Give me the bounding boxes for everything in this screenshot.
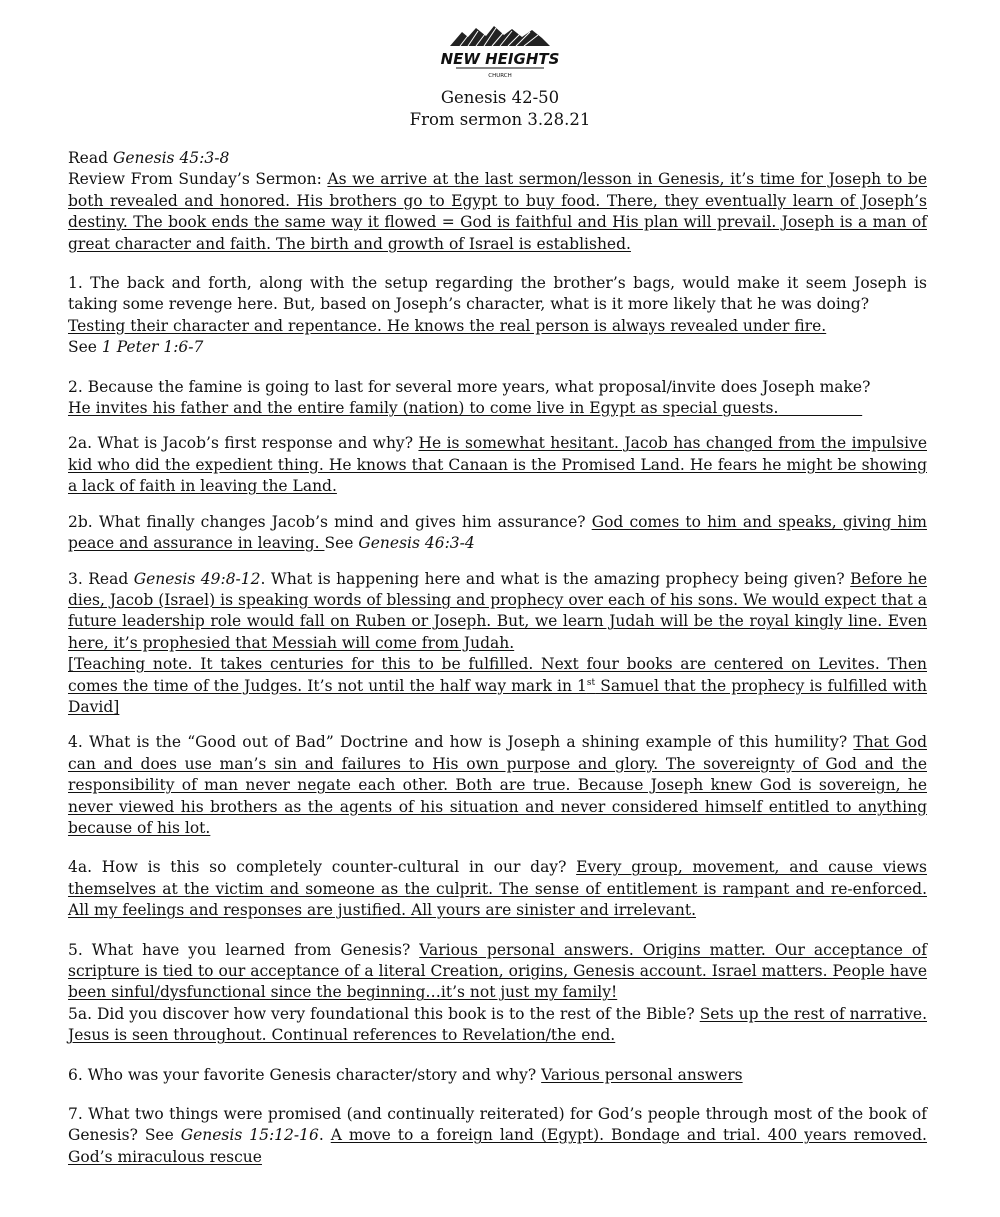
question-4 bbox=[68, 732, 927, 839]
see-label: See bbox=[324, 534, 359, 553]
question-text: 2. Because the famine is going to last for several more years, what proposal/invite does Joseph make? bbox=[68, 377, 871, 396]
answer-text: God comes to him and speaks, giving him peace and assurance in leaving. bbox=[68, 512, 928, 553]
question-text: . What is happening here and what is the amazing prophecy being given? bbox=[260, 569, 851, 588]
answer-text: Every group, movement, and cause views themselves at the victim and someone as the culprit. The sense of entitlement is rampant and re-enforced. All my feelings and responses are justified. All yours are sinister and irrelevant. bbox=[68, 858, 927, 920]
answer-text: Various personal answers bbox=[541, 1065, 743, 1084]
answer-text: He is somewhat hesitant. Jacob has changed from the impulsive kid who did the expedient thing. He knows that Canaan is the Promised Land. He fears he might be showing a lack of faith in leaving the Land. bbox=[68, 434, 927, 496]
question-4a bbox=[68, 857, 927, 921]
scripture-reference: Genesis 46:3-4 bbox=[358, 534, 475, 553]
question-text: 2b. What finally changes Jacob’s mind and gives him assurance? bbox=[68, 512, 592, 531]
question-text: 6. Who was your favorite Genesis character/story and why? bbox=[68, 1065, 542, 1084]
separator: . bbox=[318, 1126, 331, 1145]
answer-text: Various personal answers. Origins matter. Our acceptance of scripture is tied to our acceptance of a literal Creation, origins, Genesis account. Israel matters. People have been sinful/dysfunctional since the beginning…it’s not just my family! bbox=[68, 940, 927, 1002]
mountain-logo-icon bbox=[440, 24, 560, 86]
question-text: 1. The back and forth, along with the setup regarding the brother’s bags, would make it seem Joseph is taking some revenge here. But, based on Joseph’s character, what is it more likely that he was doing? bbox=[68, 274, 927, 314]
question-text: 4. What is the “Good out of Bad” Doctrine and how is Joseph a shining example of this humility? bbox=[68, 733, 854, 752]
question-text: 4a. How is this so completely counter-cultural in our day? bbox=[68, 858, 577, 877]
teaching-note bbox=[68, 654, 927, 718]
note-text: [Teaching note. It takes centuries for this to be fulfilled. Next four books are centered on Levites. Then comes the time of the Judges. It’s not until the half way mark in 1 bbox=[68, 655, 927, 695]
study-content bbox=[68, 148, 927, 1168]
intro-review bbox=[68, 169, 927, 255]
answer-text: Testing their character and repentance. He knows the real person is always revealed under fire. bbox=[68, 316, 827, 335]
read-label: Read bbox=[68, 149, 113, 167]
answer-blank bbox=[778, 399, 862, 417]
question-2 bbox=[68, 377, 927, 420]
review-text: As we arrive at the last sermon/lesson in Genesis, it’s time for Joseph to be both revealed and honored. His brothers go to Egypt to buy food. There, they eventually learn of Joseph’s destiny. The book ends the same way it flowed = God is faithful and His plan will prevail. Joseph is a man of great character and faith. The birth and growth of Israel is established. bbox=[68, 170, 928, 253]
ordinal-suffix: st bbox=[586, 677, 596, 688]
page-subtitle: From sermon 3.28.21 bbox=[409, 110, 591, 129]
church-logo bbox=[440, 24, 560, 86]
answer-text: Before he dies, Jacob (Israel) is speaking words of blessing and prophecy over each of his sons. We would expect that a future leadership role would fall on Ruben or Joseph. But, we learn Judah will be the royal kingly line. Even here, it’s prophesied that Messiah will come from Judah. bbox=[68, 569, 928, 652]
scripture-reference: Genesis 15:12-16 bbox=[180, 1126, 319, 1145]
question-3 bbox=[68, 569, 927, 655]
question-text: 5a. Did you discover how very foundational this book is to the rest of the Bible? bbox=[68, 1004, 700, 1023]
question-6 bbox=[68, 1065, 927, 1086]
scripture-reference: Genesis 45:3-8 bbox=[112, 149, 230, 167]
answer-text: He invites his father and the entire family (nation) to come live in Egypt as special guests. bbox=[68, 399, 779, 418]
review-label: Review From Sunday’s Sermon: bbox=[68, 170, 328, 189]
question-text: 7. What two things were promised (and continually reiterated) for God’s people through most of the book of Genesis? See bbox=[68, 1105, 927, 1145]
svg-text:CHURCH: CHURCH bbox=[488, 73, 512, 79]
question-7 bbox=[68, 1104, 927, 1168]
note-text: Samuel that the prophecy is fulfilled with David] bbox=[68, 676, 927, 716]
see-label: See bbox=[68, 338, 102, 357]
question-2b bbox=[68, 512, 927, 555]
answer-text: Sets up the rest of narrative. Jesus is seen throughout. Continual references to Revelation/the end. bbox=[68, 1004, 927, 1045]
svg-text:NEW HEIGHTS: NEW HEIGHTS bbox=[440, 50, 560, 68]
question-1 bbox=[68, 273, 927, 359]
intro-read bbox=[68, 148, 927, 169]
question-2a bbox=[68, 433, 927, 497]
read-label: 3. Read bbox=[68, 569, 134, 588]
question-text: 2a. What is Jacob’s first response and why? bbox=[68, 434, 419, 453]
answer-text: That God can and does use man’s sin and failures to His own purpose and glory. The sovereignty of God and the responsibility of man never negate each other. Both are true. Because Joseph knew God is sovereign, he never viewed his brothers as the agents of his situation and never considered himself entitled to anything because of his lot. bbox=[68, 733, 927, 837]
answer-text: A move to a foreign land (Egypt). Bondage and trial. 400 years removed. God’s miraculous rescue bbox=[68, 1126, 927, 1166]
question-5a bbox=[68, 1004, 927, 1047]
scripture-reference: Genesis 49:8-12 bbox=[133, 569, 261, 588]
question-5 bbox=[68, 940, 927, 1004]
scripture-reference: 1 Peter 1:6-7 bbox=[101, 338, 204, 357]
page-title: Genesis 42-50 bbox=[440, 88, 560, 107]
question-text: 5. What have you learned from Genesis? bbox=[68, 940, 420, 959]
